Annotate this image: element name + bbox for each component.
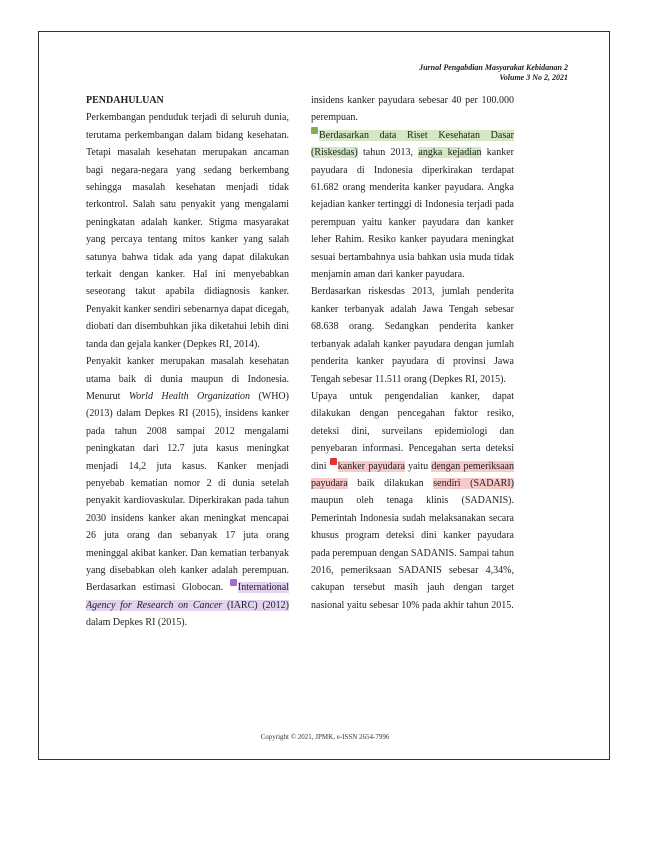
highlight-italic-text: Agency for Research on Cancer [86,599,223,611]
highlight-red[interactable]: kanker payudara [337,460,405,472]
text-span: Upaya untuk pengendalian kanker, dapat dilakukan dengan pencegahan faktor resiko, deteksi dini, surveilans epidemiologi dan penyebaran informasi. Pencegahan serta deteksi dini [311,390,514,472]
highlight-green[interactable]: Berdasarkan data Riset Kesehatan Dasar (Riskesdas) [311,129,514,159]
journal-header [419,63,568,83]
left-column [86,92,289,632]
text-span: yaitu [404,460,432,472]
text-span: tahun 2013, [357,147,419,159]
paragraph-upaya [311,388,514,614]
highlight-text: (IARC) (2012) [222,599,289,611]
paragraph-continued: insidens kanker payudara sebesar 40 per 100.000 perempuan. [311,95,514,124]
text-span: baik dilakukan [347,477,434,489]
highlight-text: International [237,582,289,594]
journal-title: Jurnal Pengabdian Masyarakat Kebidanan 2 [419,63,568,72]
text-span: kanker payudara di Indonesia diperkirakan terdapat 61.682 orang menderita kanker payudara. Angka kejadian kanker tertinggi di Indonesia terjadi pada perempuan yaitu kanker payudara dan kanker leher Rahim. Resiko kanker payudara meningkat sesuai bertambahnya usia bahkan usia muda tidak menjamin aman dari kanker payudara. [311,147,514,281]
annotation-marker-red[interactable] [330,458,337,465]
text-span: dalam Depkes RI (2015). [86,617,188,629]
journal-volume: Volume 3 No 2, 2021 [499,73,568,82]
annotation-marker-green[interactable] [311,127,318,134]
highlight-red[interactable]: dengan pemeriksaan payudara [311,460,514,489]
right-column [311,92,514,614]
text-span: Penyakit kanker merupakan masalah kesehatan utama baik di dunia maupun di Indonesia. Menurut [86,356,289,402]
paragraph-jawa-tengah: Berdasarkan riskesdas 2013, jumlah penderita kanker terbanyak adalah Jawa Tengah sebesar 68.638 orang. Sedangkan penderita kanker terbanyak adalah kanker payudara dengan jumlah penderita kanker payudara di provinsi Jawa Tengah sebesar 11.511 orang (Depkes RI, 2015). [311,286,514,385]
paragraph-who [86,353,289,632]
paragraph-intro: Perkembangan penduduk terjadi di seluruh dunia, terutama perkembangan dalam bidang kesehatan. Tetapi masalah kesehatan merupakan ancaman bagi negara-negara yang sedang berkembang sehingga masalah kesehatan menjadi tidak terkontrol. Salah satu penyakit yang mengalami peningkatan adalah kanker. Stigma masyarakat yang percaya tentang mitos kanker yang salah satunya bahwa tidak ada yang dapat dilakukan terkait dengan kanker. Hal ini menyebabkan seseorang takut apabila didiagnosis kanker. Penyakit kanker sendiri sebenarnya dapat dicegah, diobati dan disembuhkan jika diketahui lebih dini tanda dan gejala kanker (Depkes RI, 2014). [86,112,289,350]
italic-text: World Health Organization [128,390,251,402]
annotation-marker-purple[interactable] [230,579,237,586]
footer-copyright: Copyright © 2021, JPMK, e-ISSN 2654-7996 [260,733,390,741]
section-heading: PENDAHULUAN [86,95,164,106]
paragraph-riskesdas [311,127,514,284]
text-span: maupun oleh tenaga klinis (SADANIS). Pemerintah Indonesia sudah melaksanakan secara khusus program deteksi dini kanker payudara pada perempuan dengan SADANIS. Sampai tahun 2016, pemeriksaan SADANIS sebesar 4,34%, cakupan tersebut masih jauh dengan target nasional yaitu sebesar 10% pada akhir tahun 2015. [311,495,514,611]
highlight-green[interactable]: angka kejadian [418,147,482,159]
highlight-red[interactable]: sendiri (SADARI) [433,477,514,489]
text-span: (WHO) (2013) dalam Depkes RI (2015), insidens kanker pada tahun 2008 sampai 2012 mengalami peningkatan dari 12.7 juta kasus meningkat menjadi 14,2 juta kasus. Kanker menjadi penyebab kematian nomor 2 di dunia setelah penyakit kardiovaskular. Diperkirakan pada tahun 2030 insidens kanker akan meningkat mencapai 26 juta orang dan sebanyak 17 juta orang meninggal akibat kanker. Dan kematian terbanyak yang disebabkan oleh kanker adalah perempuan. Berdasarkan estimasi Globocan. [86,390,289,594]
